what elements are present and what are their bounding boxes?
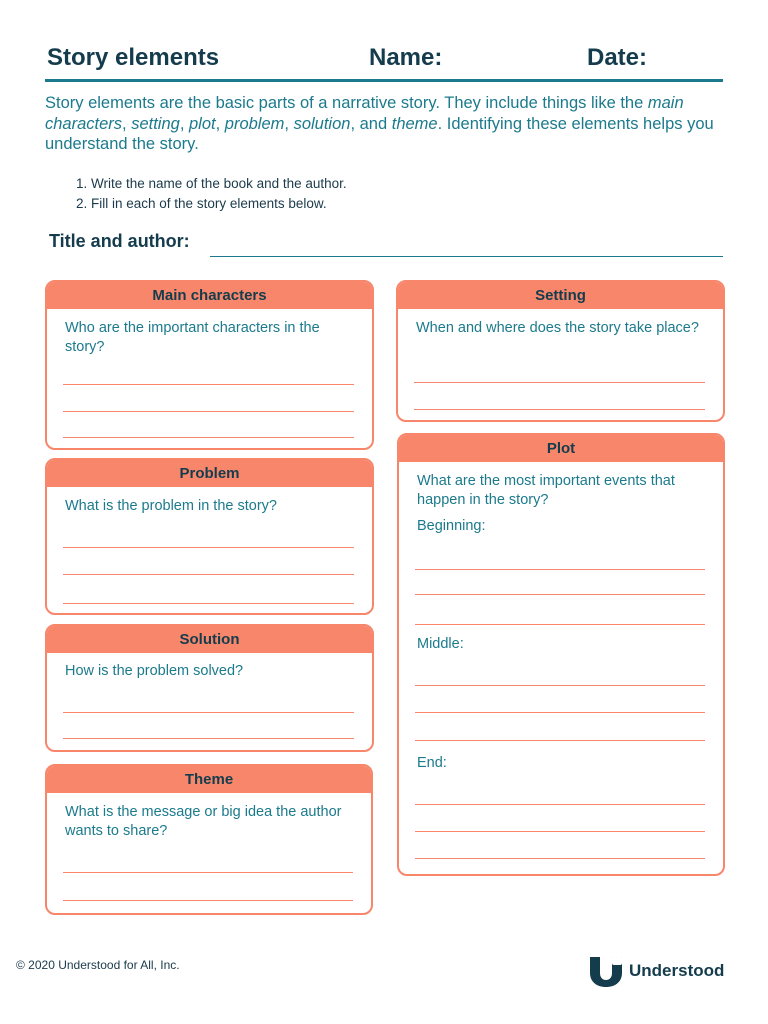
writing-line[interactable] bbox=[415, 804, 705, 805]
intro-term: theme bbox=[391, 114, 438, 133]
intro-term: main characters bbox=[45, 94, 684, 133]
writing-line[interactable] bbox=[415, 831, 705, 832]
plot-middle-label: Middle: bbox=[417, 636, 464, 652]
theme-question: What is the message or big idea the author wants to share? bbox=[65, 804, 342, 839]
intro-term: plot bbox=[189, 114, 216, 133]
theme-heading: Theme bbox=[47, 766, 371, 793]
date-label: Date: bbox=[587, 44, 648, 71]
main-characters-question: Who are the important characters in the story? bbox=[65, 320, 320, 355]
solution-heading: Solution bbox=[47, 626, 372, 653]
writing-line[interactable] bbox=[63, 900, 353, 901]
solution-question: How is the problem solved? bbox=[65, 663, 244, 679]
writing-line[interactable] bbox=[63, 384, 354, 385]
writing-line[interactable] bbox=[415, 624, 705, 625]
intro-text: . Identifying these elements helps you understand the story. bbox=[45, 114, 714, 153]
intro-text: , bbox=[179, 114, 189, 133]
problem-heading: Problem bbox=[47, 460, 372, 487]
setting-heading: Setting bbox=[398, 282, 723, 309]
header-divider bbox=[45, 79, 723, 82]
writing-line[interactable] bbox=[415, 685, 705, 686]
instruction-item: 2. Fill in each of the story elements below. bbox=[76, 196, 327, 211]
name-label: Name: bbox=[369, 44, 443, 71]
problem-question: What is the problem in the story? bbox=[65, 498, 277, 514]
plot-end-label: End: bbox=[417, 755, 447, 771]
writing-line[interactable] bbox=[63, 574, 354, 575]
writing-line[interactable] bbox=[414, 409, 705, 410]
intro-text: , bbox=[215, 114, 225, 133]
understood-logo bbox=[588, 955, 728, 989]
instructions-list bbox=[76, 174, 347, 214]
intro-term: problem bbox=[224, 114, 285, 133]
main-characters-card bbox=[45, 280, 374, 450]
plot-card bbox=[397, 433, 725, 876]
title-author-label: Title and author: bbox=[49, 231, 190, 251]
solution-card bbox=[45, 624, 374, 752]
plot-heading: Plot bbox=[399, 435, 723, 462]
writing-line[interactable] bbox=[63, 712, 354, 713]
intro-text: , bbox=[122, 114, 132, 133]
writing-line[interactable] bbox=[415, 712, 705, 713]
intro-paragraph bbox=[45, 93, 725, 155]
plot-beginning-label: Beginning: bbox=[417, 518, 486, 534]
writing-line[interactable] bbox=[63, 738, 354, 739]
writing-line[interactable] bbox=[63, 547, 354, 548]
intro-term: solution bbox=[293, 114, 351, 133]
header bbox=[47, 44, 723, 78]
intro-term: setting bbox=[131, 114, 180, 133]
writing-line[interactable] bbox=[63, 872, 353, 873]
writing-line[interactable] bbox=[414, 382, 705, 383]
writing-line[interactable] bbox=[63, 603, 354, 604]
understood-logo-icon bbox=[588, 956, 624, 988]
title-author-field[interactable] bbox=[210, 256, 723, 257]
writing-line[interactable] bbox=[415, 594, 705, 595]
setting-card bbox=[396, 280, 725, 422]
intro-text: , bbox=[284, 114, 294, 133]
logo-wordmark: Understood bbox=[629, 961, 725, 980]
writing-line[interactable] bbox=[415, 858, 705, 859]
writing-line[interactable] bbox=[63, 437, 354, 438]
page-title: Story elements bbox=[47, 44, 220, 71]
problem-card bbox=[45, 458, 374, 615]
writing-line[interactable] bbox=[415, 569, 705, 570]
writing-line[interactable] bbox=[415, 740, 705, 741]
plot-question: What are the most important events that happen in the story? bbox=[417, 473, 675, 508]
main-characters-heading: Main characters bbox=[47, 282, 372, 309]
theme-card bbox=[45, 764, 373, 915]
writing-line[interactable] bbox=[63, 411, 354, 412]
intro-text: Story elements are the basic parts of a narrative story. They include things like the bbox=[45, 94, 648, 112]
intro-text: , and bbox=[350, 114, 392, 133]
setting-question: When and where does the story take place? bbox=[416, 320, 699, 336]
instruction-item: 1. Write the name of the book and the author. bbox=[76, 176, 347, 191]
copyright-notice: © 2020 Understood for All, Inc. bbox=[16, 958, 180, 972]
